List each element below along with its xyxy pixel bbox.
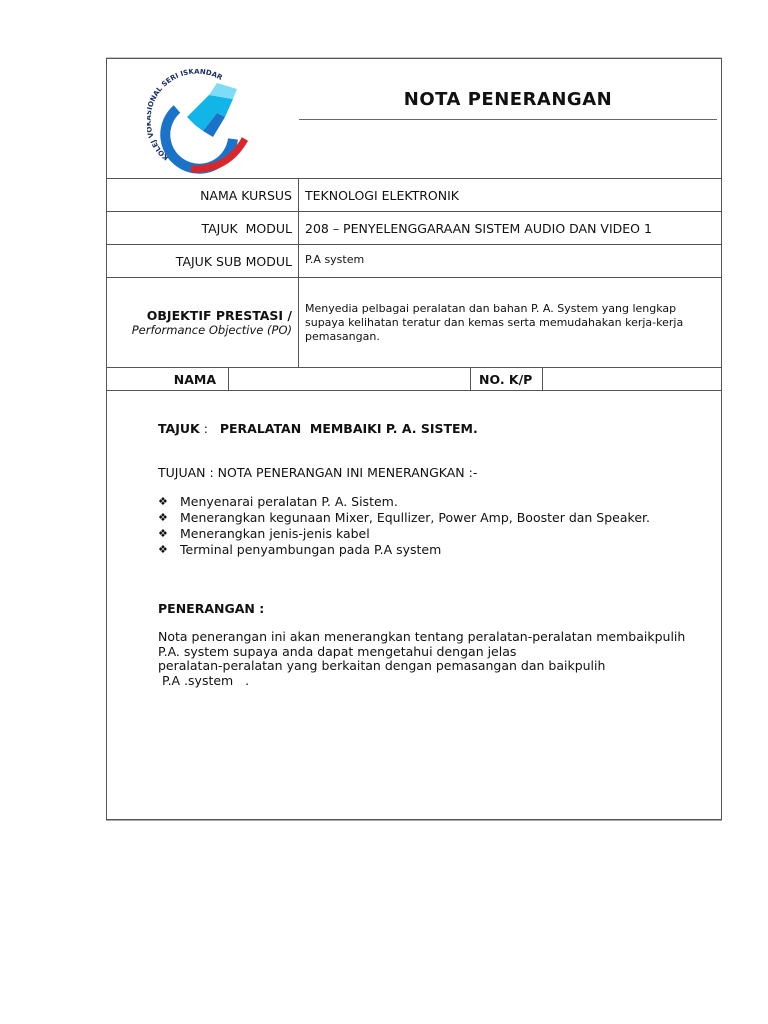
list-item xyxy=(158,526,650,542)
no-kp-label: NO. K/P xyxy=(471,368,543,390)
row-tajuk-modul xyxy=(107,212,721,245)
nama-field[interactable] xyxy=(229,368,471,390)
tajuk-modul-value: 208 – PENYELENGGARAAN SISTEM AUDIO DAN VIDEO 1 xyxy=(305,220,652,236)
nama-kursus-label: NAMA KURSUS xyxy=(107,179,299,211)
list-item xyxy=(158,510,650,526)
explanation-paragraph xyxy=(158,630,703,688)
list-item-text: Menerangkan kegunaan Mixer, Equllizer, Power Amp, Booster dan Speaker. xyxy=(180,510,650,525)
topic-label: TAJUK xyxy=(158,421,200,436)
nama-kursus-value: TEKNOLOGI ELEKTRONIK xyxy=(305,187,460,203)
row-nama-kursus xyxy=(107,179,721,212)
nama-label: NAMA xyxy=(107,368,229,390)
topic-value: PERALATAN MEMBAIKI P. A. SISTEM. xyxy=(219,421,478,436)
row-tajuk-sub-modul xyxy=(107,245,721,278)
explanation-line: peralatan-peralatan yang berkaitan dengan pemasangan dan baikpulih xyxy=(158,658,606,673)
row-objektif xyxy=(107,278,721,368)
college-logo xyxy=(147,69,259,179)
logo-ring-text: KOLEJ V ONAL SERI ISKANDAR xyxy=(147,69,224,162)
header-row xyxy=(107,59,721,179)
explanation-heading: PENERANGAN : xyxy=(158,601,265,616)
explanation-line: P.A. system supaya anda dapat mengetahui dengan jelas xyxy=(158,643,517,659)
document-frame xyxy=(106,58,722,820)
objective-list xyxy=(158,494,650,558)
title-divider xyxy=(299,119,717,120)
tajuk-sub-modul-value: P.A system xyxy=(305,253,365,266)
objektif-label: OBJEKTIF PRESTASI / xyxy=(146,308,292,323)
page-title: NOTA PENERANGAN xyxy=(403,89,613,110)
explanation-line: P.A .system . xyxy=(158,672,250,688)
list-item xyxy=(158,542,650,558)
diamond-bullet-icon: ❖ xyxy=(158,511,168,524)
list-item xyxy=(158,494,650,510)
tajuk-sub-modul-label: TAJUK SUB MODUL xyxy=(107,245,299,277)
list-item-text: Menerangkan jenis-jenis kabel xyxy=(180,526,370,541)
topic-heading xyxy=(158,421,478,436)
diamond-bullet-icon: ❖ xyxy=(158,543,168,556)
diamond-bullet-icon: ❖ xyxy=(158,527,168,540)
objective-intro: TUJUAN : NOTA PENERANGAN INI MENERANGKAN :- xyxy=(158,465,478,480)
objektif-label-group xyxy=(107,278,299,367)
objektif-label-en: Performance Objective (PO) xyxy=(131,323,292,337)
topic-colon: : xyxy=(199,421,220,436)
tajuk-modul-label: TAJUK MODUL xyxy=(107,212,299,244)
diamond-bullet-icon: ❖ xyxy=(158,495,168,508)
objektif-value: Menyedia pelbagai peralatan dan bahan P. A. System yang lengkap supaya kelihatan teratur dan kemas serta memudahakan kerja-kerja pemasangan. xyxy=(305,302,684,343)
list-item-text: Menyenarai peralatan P. A. Sistem. xyxy=(180,494,398,509)
row-nama xyxy=(107,368,721,391)
college-logo-icon xyxy=(147,69,259,179)
no-kp-field[interactable] xyxy=(543,368,721,390)
list-item-text: Terminal penyambungan pada P.A system xyxy=(180,542,442,557)
explanation-line: Nota penerangan ini akan menerangkan tentang peralatan-peralatan membaikpulih xyxy=(158,629,686,644)
